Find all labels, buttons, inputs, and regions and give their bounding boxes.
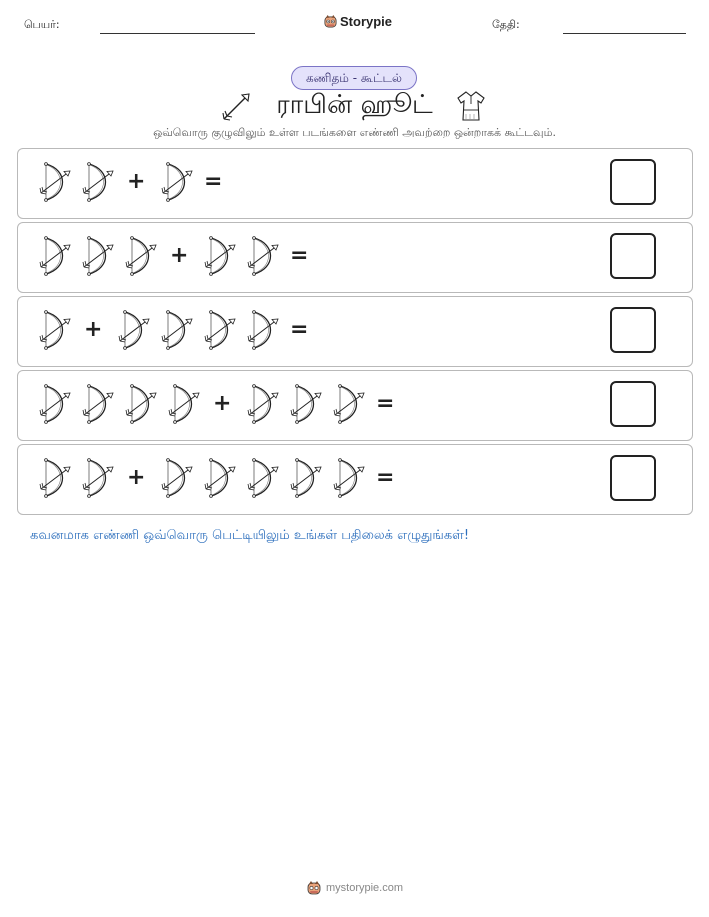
mascot-icon [323,14,338,29]
footer-brand [306,880,403,896]
bow-and-arrow-icon [289,382,325,430]
answer-box[interactable] [610,233,656,279]
plus-sign: + [127,169,146,194]
bow-and-arrow-icon [38,234,74,282]
page-title: ராபின் ஹூட் [276,90,433,120]
plus-sign: + [213,391,232,416]
problem-row [17,148,693,219]
name-label: பெயர்: [24,18,60,31]
bow-and-arrow-icon [246,382,282,430]
answer-box[interactable] [610,307,656,353]
problem-row [17,370,693,441]
bow-and-arrow-icon [124,234,160,282]
bow-and-arrow-icon [81,456,117,504]
answer-box[interactable] [610,159,656,205]
bow-and-arrow-icon [160,160,196,208]
bow-and-arrow-icon [203,234,239,282]
bow-and-arrow-icon [38,456,74,504]
name-line[interactable] [100,33,255,34]
equals-sign: = [290,317,309,342]
equals-sign: = [204,169,223,194]
tunic-icon [456,90,486,122]
footer-site: mystorypie.com [326,882,404,894]
bow-and-arrow-icon [246,234,282,282]
answer-box[interactable] [610,381,656,427]
bow-and-arrow-icon [81,234,117,282]
date-line[interactable] [563,33,686,34]
bow-and-arrow-icon [38,160,74,208]
bow-and-arrow-icon [203,308,239,356]
bow-and-arrow-icon [124,382,160,430]
equals-sign: = [290,243,309,268]
plus-sign: + [170,243,189,268]
problem-row [17,222,693,293]
bow-and-arrow-icon [246,456,282,504]
mascot-icon [306,880,322,896]
bow-and-arrow-icon [203,456,239,504]
date-label: தேதி: [492,18,520,31]
brand-logo [323,14,392,29]
bow-and-arrow-icon [81,160,117,208]
instruction-text: கவனமாக எண்ணி ஒவ்வொரு பெட்டியிலும் உங்கள் பதிலைக் எழுதுங்கள்! [30,528,470,543]
problem-row [17,296,693,367]
bow-and-arrow-icon [160,308,196,356]
bow-and-arrow-icon [38,382,74,430]
bow-and-arrow-icon [117,308,153,356]
equals-sign: = [376,465,395,490]
plus-sign: + [127,465,146,490]
bow-and-arrow-icon [289,456,325,504]
bow-and-arrow-icon [332,456,368,504]
page-subtitle: ஒவ்வொரு குழுவிலும் உள்ள படங்களை எண்ணி அவற்றை ஒன்றாகக் கூட்டவும். [153,126,556,139]
equals-sign: = [376,391,395,416]
bow-and-arrow-icon [246,308,282,356]
problem-row [17,444,693,515]
bow-and-arrow-icon [160,456,196,504]
answer-box[interactable] [610,455,656,501]
bow-and-arrow-icon [38,308,74,356]
bow-and-arrow-icon [81,382,117,430]
bow-and-arrow-icon [167,382,203,430]
brand-name: Storypie [340,14,393,29]
subject-badge: கணிதம் - கூட்டல் [291,66,417,90]
bow-and-arrow-icon [332,382,368,430]
plus-sign: + [84,317,103,342]
